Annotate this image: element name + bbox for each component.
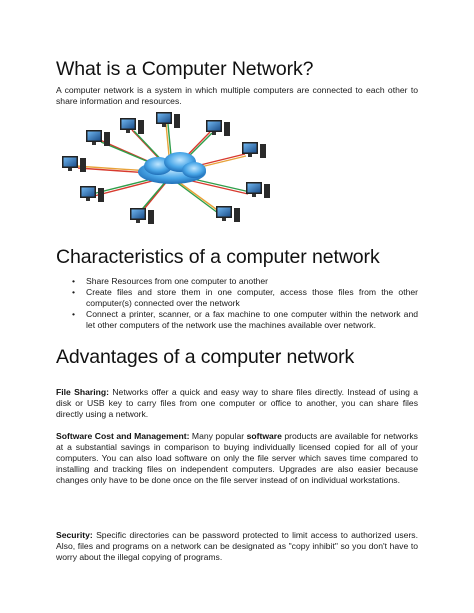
characteristics-heading: Characteristics of a computer network: [56, 246, 380, 268]
intro-paragraph: A computer network is a system in which multiple computers are connected to each other to share information and resources.: [56, 85, 418, 106]
characteristics-list: [56, 276, 418, 331]
security-text: Specific directories can be password protected to limit access to authorized users. Also, files and programs on a network can be designated as "copy inhibit" so you don't have to worry about the illegal copying of programs.: [56, 530, 418, 562]
list-item: • Share Resources from one computer to another: [56, 276, 418, 287]
security-paragraph: [56, 530, 418, 563]
list-item: • Connect a printer, scanner, or a fax machine to one computer within the network and let other computers of the network use the machines available over network.: [56, 309, 418, 331]
advantages-heading: Advantages of a computer network: [56, 346, 355, 368]
list-item: • Create files and store them in one computer, access those files from the other computer(s) connected over the network: [56, 287, 418, 309]
software-text-a: Many popular: [189, 431, 247, 441]
network-diagram-icon: [40, 112, 300, 232]
software-text-b: products are available for networks at a substantial savings in comparison to buying individually licensed copied for all of your computers. You can also load software on only the file server which saves time compared to installing and tracking files on independent computers. Upgrades are also easier because changes only have to be done once on the file server instead of on individual workstations.: [56, 431, 418, 485]
software-bold-word: software: [246, 431, 282, 441]
file-sharing-paragraph: [56, 387, 418, 420]
software-paragraph: [56, 431, 418, 486]
file-sharing-label: File Sharing:: [56, 387, 109, 397]
security-label: Security:: [56, 530, 93, 540]
file-sharing-text: Networks offer a quick and easy way to share files directly. Instead of using a disk or USB key to carry files from one computer or office to another, you can share files directly using a network.: [56, 387, 419, 419]
software-label: Software Cost and Management:: [56, 431, 190, 441]
page-title: What is a Computer Network?: [56, 58, 314, 80]
